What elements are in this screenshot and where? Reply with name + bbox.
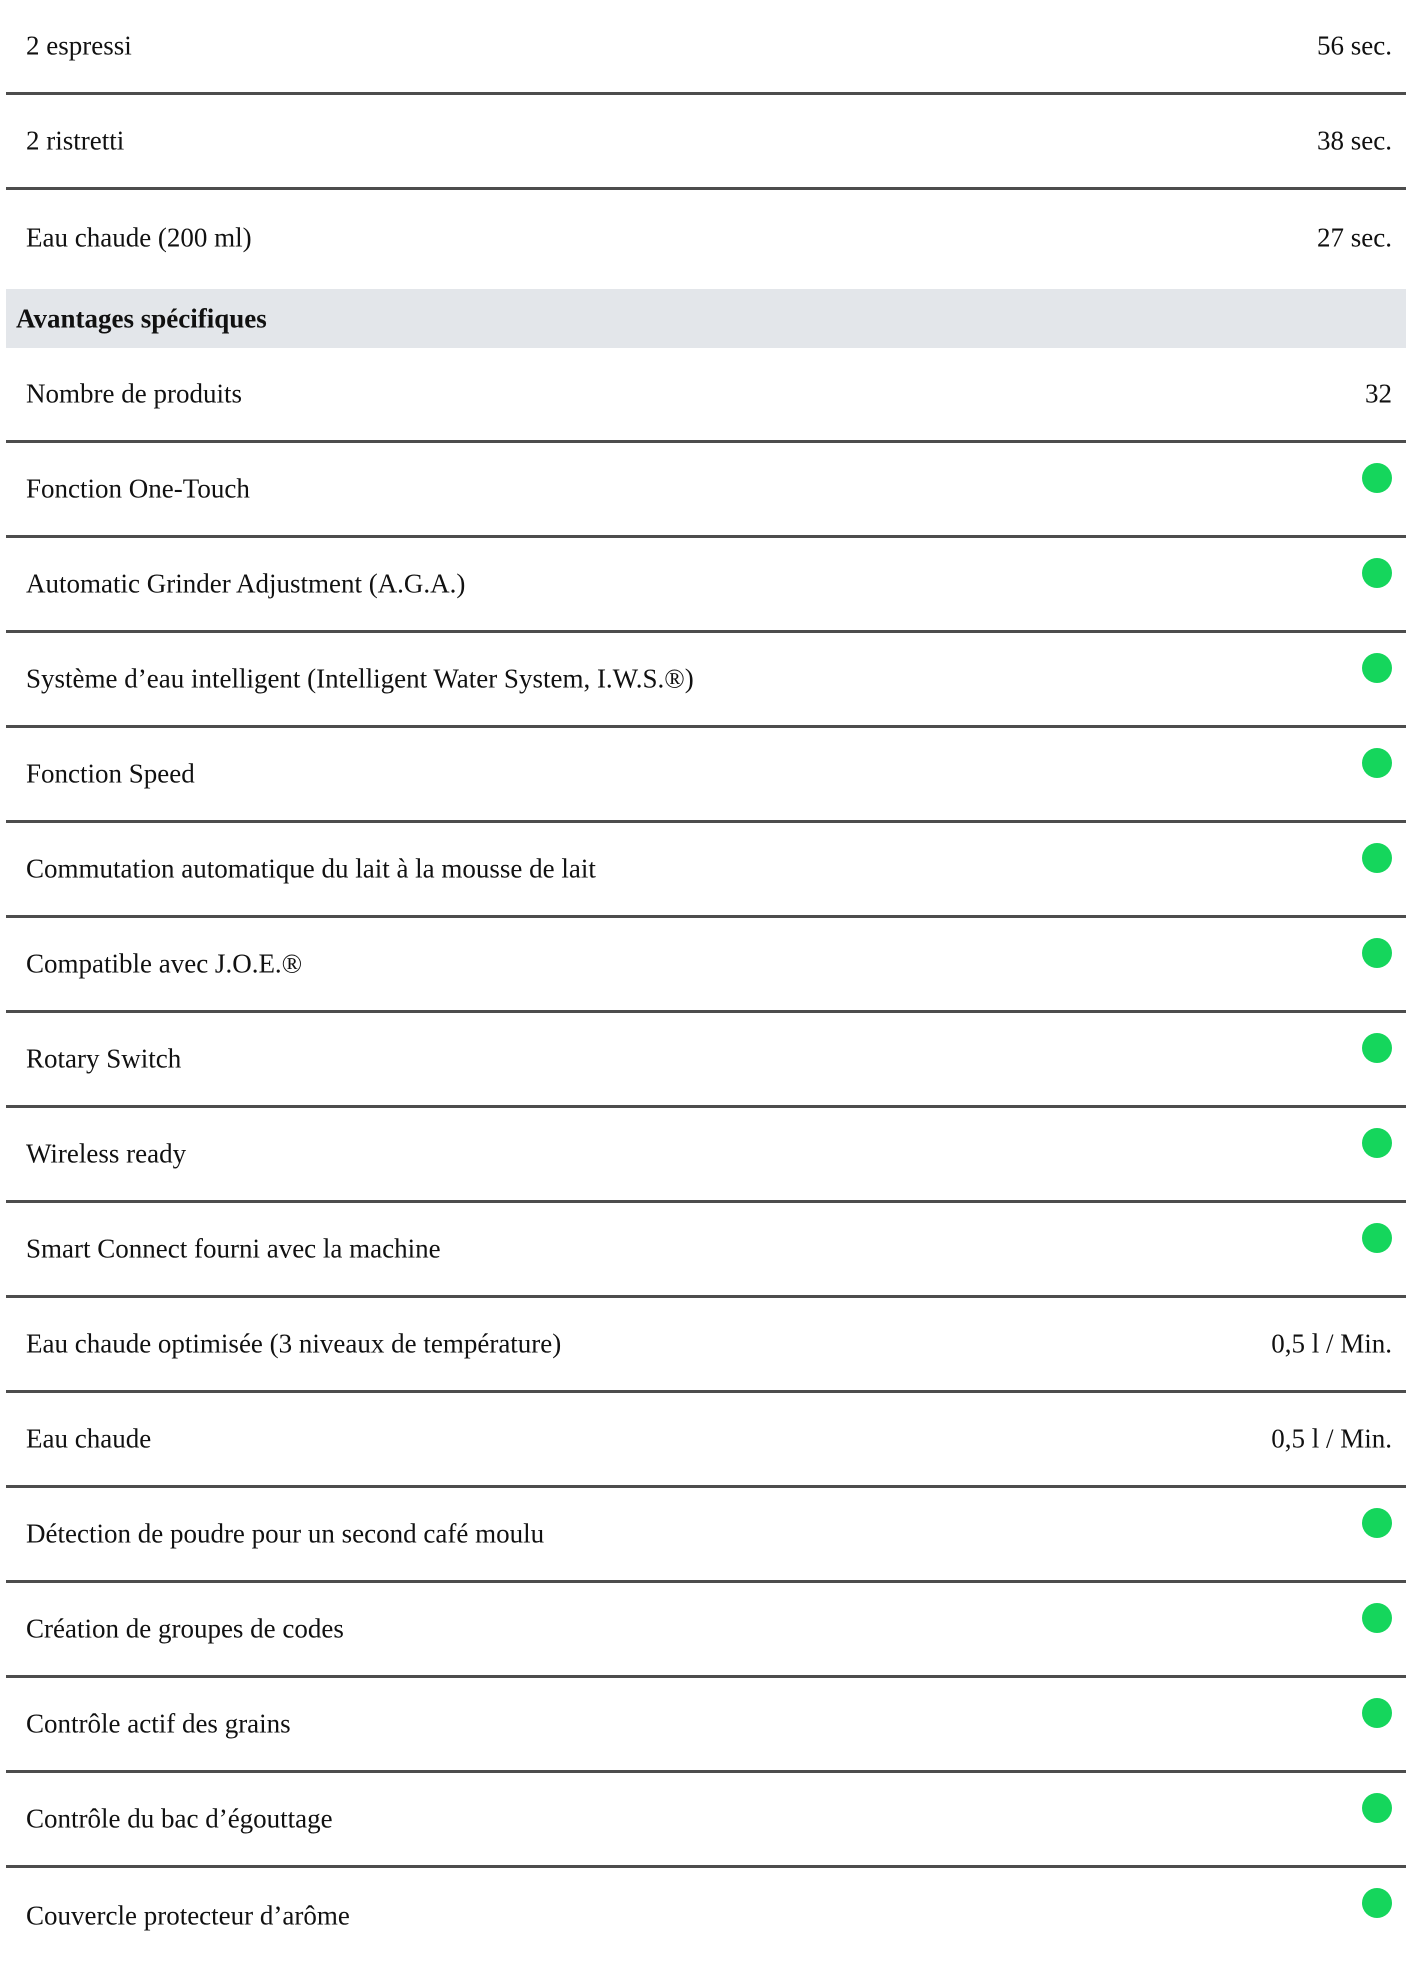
row-label: 2 ristretti <box>26 125 125 156</box>
green-dot-icon <box>1362 1603 1392 1633</box>
row-label: Commutation automatique du lait à la mousse de lait <box>26 853 596 884</box>
row-label: Rotary Switch <box>26 1043 182 1074</box>
table-row <box>6 728 1406 823</box>
table-row <box>6 1868 1406 1963</box>
green-dot-icon <box>1362 1033 1392 1063</box>
row-value: 56 sec. <box>1317 30 1392 61</box>
row-label: Automatic Grinder Adjustment (A.G.A.) <box>26 568 466 599</box>
table-row <box>6 1203 1406 1298</box>
row-label: Smart Connect fourni avec la machine <box>26 1233 441 1264</box>
table-row <box>6 348 1406 443</box>
row-value: 32 <box>1365 378 1392 409</box>
row-label: Fonction Speed <box>26 758 195 789</box>
table-row <box>6 1108 1406 1203</box>
section-title: Avantages spécifiques <box>16 303 267 333</box>
table-row <box>6 1393 1406 1488</box>
row-value: 0,5 l / Min. <box>1271 1423 1392 1454</box>
row-label: Système d’eau intelligent (Intelligent Water System, I.W.S.®) <box>26 663 694 694</box>
green-dot-icon <box>1362 1128 1392 1158</box>
row-value: 38 sec. <box>1317 125 1392 156</box>
green-dot-icon <box>1362 1793 1392 1823</box>
green-dot-icon <box>1362 1698 1392 1728</box>
row-label: Eau chaude <box>26 1423 152 1454</box>
row-label: Wireless ready <box>26 1138 187 1169</box>
green-dot-icon <box>1362 463 1392 493</box>
row-label: Nombre de produits <box>26 378 242 409</box>
green-dot-icon <box>1362 1888 1392 1918</box>
row-value: 27 sec. <box>1317 222 1392 252</box>
row-value: 0,5 l / Min. <box>1271 1328 1392 1359</box>
table-row <box>6 918 1406 1013</box>
row-label: 2 espressi <box>26 30 132 61</box>
green-dot-icon <box>1362 1508 1392 1538</box>
table-row <box>6 1583 1406 1678</box>
green-dot-icon <box>1362 843 1392 873</box>
row-label: Fonction One-Touch <box>26 473 250 504</box>
table-row <box>6 95 1406 190</box>
row-label: Contrôle du bac d’égouttage <box>26 1803 333 1834</box>
top-rows-group <box>6 0 1406 285</box>
table-row <box>6 443 1406 538</box>
green-dot-icon <box>1362 938 1392 968</box>
table-row <box>6 823 1406 918</box>
table-row <box>6 633 1406 728</box>
row-label: Eau chaude (200 ml) <box>26 222 252 252</box>
section-header <box>6 289 1406 348</box>
feature-rows-group <box>6 348 1406 1963</box>
table-row <box>6 1678 1406 1773</box>
row-label: Compatible avec J.O.E.® <box>26 948 303 979</box>
table-row <box>6 0 1406 95</box>
spec-table <box>6 0 1406 1963</box>
table-row <box>6 1013 1406 1108</box>
green-dot-icon <box>1362 1223 1392 1253</box>
green-dot-icon <box>1362 748 1392 778</box>
table-row <box>6 190 1406 285</box>
row-label: Contrôle actif des grains <box>26 1708 291 1739</box>
table-row <box>6 538 1406 633</box>
row-label: Eau chaude optimisée (3 niveaux de température) <box>26 1328 562 1359</box>
green-dot-icon <box>1362 558 1392 588</box>
table-row <box>6 1298 1406 1393</box>
table-row <box>6 1488 1406 1583</box>
row-label: Détection de poudre pour un second café moulu <box>26 1518 545 1549</box>
green-dot-icon <box>1362 653 1392 683</box>
table-row <box>6 1773 1406 1868</box>
row-label: Couvercle protecteur d’arôme <box>26 1900 350 1930</box>
row-label: Création de groupes de codes <box>26 1613 344 1644</box>
